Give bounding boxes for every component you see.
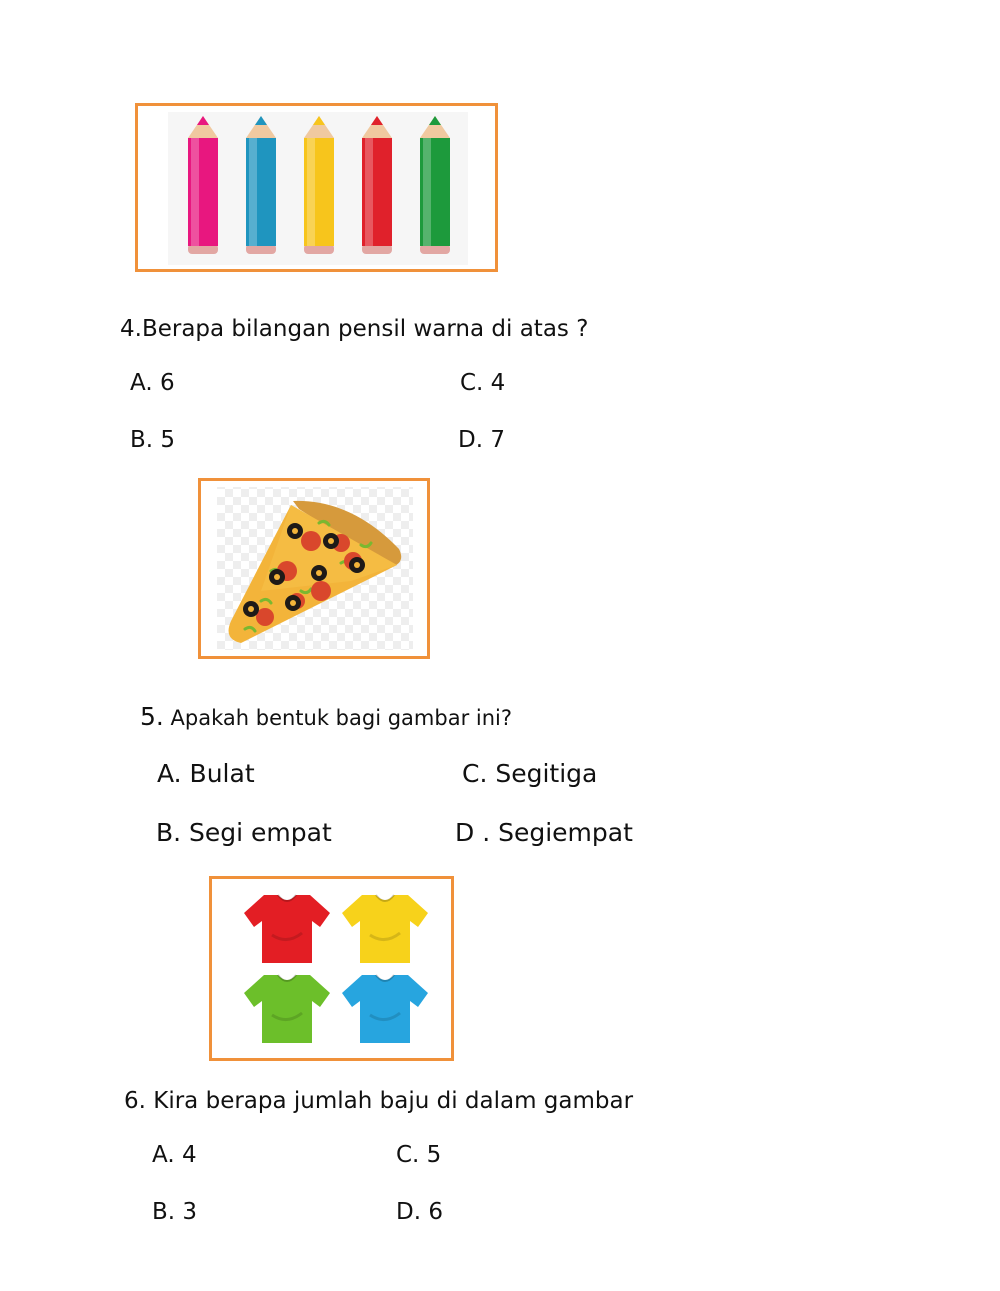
shirt-2 (342, 895, 428, 963)
pencil-3 (304, 116, 334, 254)
q5-option-d[interactable]: D . Segiempat (455, 818, 633, 847)
shirt-3 (244, 975, 330, 1043)
q5-option-a[interactable]: A. Bulat (157, 759, 255, 788)
pencil-2 (246, 116, 276, 254)
question-5-text (140, 702, 512, 731)
q5-option-b[interactable]: B. Segi empat (156, 818, 332, 847)
q6-option-c[interactable]: C. 5 (396, 1142, 442, 1168)
q6-option-b[interactable]: B. 3 (152, 1199, 198, 1225)
pencils-image-frame (135, 103, 498, 272)
colored-pencils-image (138, 106, 495, 269)
q4-option-c[interactable]: C. 4 (460, 370, 506, 396)
pizza-image-frame (198, 478, 430, 659)
q4-option-a[interactable]: A. 6 (130, 370, 175, 396)
question-5-number: 5. (140, 702, 164, 731)
shirt-1 (244, 895, 330, 963)
question-6-text: 6. Kira berapa jumlah baju di dalam gambar (124, 1088, 634, 1114)
q6-option-a[interactable]: A. 4 (152, 1142, 197, 1168)
pizza-slice-image (201, 481, 427, 656)
pencil-1 (188, 116, 218, 254)
pencil-4 (362, 116, 392, 254)
pencil-5 (420, 116, 450, 254)
shirt-4 (342, 975, 428, 1043)
question-5-prompt: Apakah bentuk bagi gambar ini? (163, 706, 513, 730)
q5-option-c[interactable]: C. Segitiga (462, 759, 598, 788)
q4-option-d[interactable]: D. 7 (458, 427, 505, 453)
q6-option-d[interactable]: D. 6 (396, 1199, 443, 1225)
shirts-image-frame (209, 876, 454, 1061)
q4-option-b[interactable]: B. 5 (130, 427, 176, 453)
question-4-text: 4.Berapa bilangan pensil warna di atas ? (120, 316, 589, 342)
t-shirts-image (212, 879, 451, 1058)
